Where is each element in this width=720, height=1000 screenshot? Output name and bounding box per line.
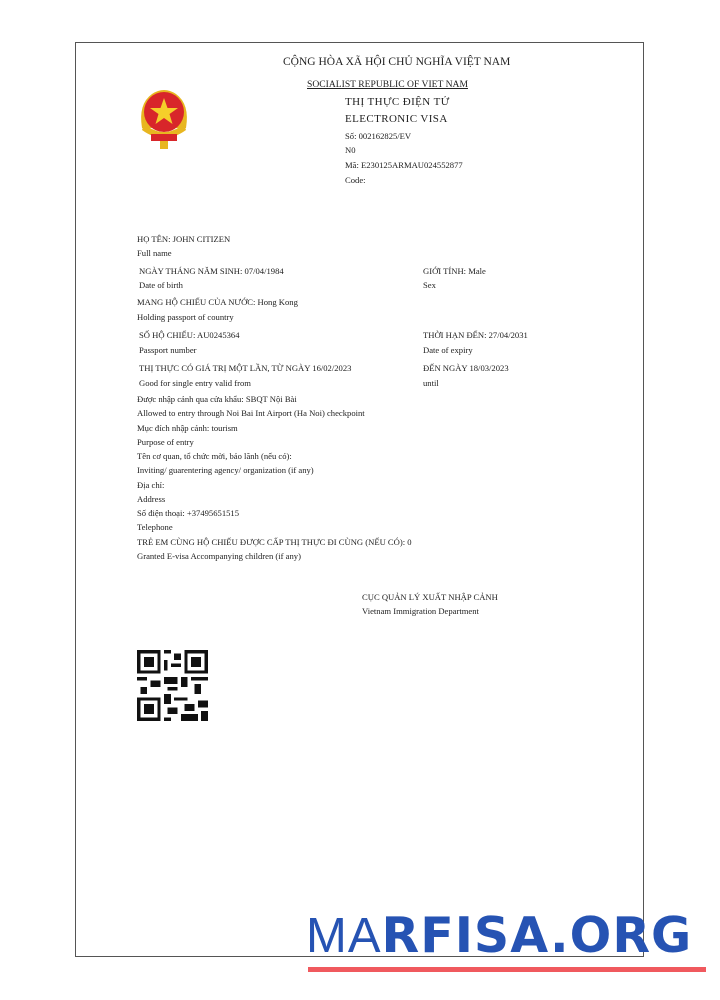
passport-number: SỐ HỘ CHIẾU: AU0245364 [139,330,240,340]
accompanying-children-label: Granted E-visa Accompanying children (if any) [137,551,301,561]
accompanying-children: TRẺ EM CÙNG HỘ CHIẾU ĐƯỢC CẤP THỊ THỰC ĐI CÙNG (NẾU CÓ): 0 [137,537,412,547]
passport-country: MANG HỘ CHIẾU CỦA NƯỚC: Hong Kong [137,297,298,307]
full-name-label: Full name [137,248,172,258]
watermark-part-2: RFISA.ORG [381,907,693,964]
passport-expiry-label: Date of expiry [423,345,473,355]
qr-code-icon [136,650,209,721]
marfisa-watermark [306,906,692,966]
telephone-label: Telephone [137,522,173,532]
visa-number: Số: 002162825/EV [345,131,412,141]
valid-until-label: until [423,378,439,388]
visa-code-label-en: Code: [345,175,366,185]
address: Địa chỉ: [137,480,165,490]
sex-label: Sex [423,280,436,290]
issuing-authority-en: Vietnam Immigration Department [362,606,479,616]
telephone: Số điện thoại: +37495651515 [137,508,240,518]
entry-checkpoint-label: Allowed to entry through Noi Bai Int Airport (Ha Noi) checkpoint [137,408,365,418]
passport-number-label: Passport number [139,345,197,355]
issuing-authority: CỤC QUẢN LÝ XUẤT NHẬP CẢNH [362,592,498,602]
purpose: Mục đích nhập cảnh: tourism [137,423,238,433]
sex: GIỚI TÍNH: Male [423,266,486,276]
date-of-birth-label: Date of birth [139,280,183,290]
country-name-vi: CỘNG HÒA XÃ HỘI CHỦ NGHĨA VIỆT NAM [283,56,511,68]
full-name: HỌ TÊN: JOHN CITIZEN [137,234,231,244]
entry-checkpoint: Được nhập cảnh qua cửa khẩu: SBQT Nội Bài [137,394,297,404]
visa-title-en: ELECTRONIC VISA [345,113,448,125]
visa-code: Mã: E230125ARMAU024552877 [345,160,463,170]
visa-number-label-en: N0 [345,145,356,155]
passport-country-label: Holding passport of country [137,312,234,322]
agency: Tên cơ quan, tổ chức mời, bảo lãnh (nếu có): [137,451,292,461]
watermark-underline [308,967,706,972]
purpose-label: Purpose of entry [137,437,194,447]
national-emblem-icon [136,84,192,150]
valid-until: ĐẾN NGÀY 18/03/2023 [423,363,509,373]
watermark-part-1: MA [306,909,382,963]
agency-label: Inviting/ guarentering agency/ organization (if any) [137,465,314,475]
valid-from: THỊ THỰC CÓ GIÁ TRỊ MỘT LẦN, TỪ NGÀY 16/02/2023 [139,363,352,373]
address-label: Address [137,494,166,504]
visa-title-vi: THỊ THỰC ĐIỆN TỬ [345,96,450,108]
date-of-birth: NGÀY THÁNG NĂM SINH: 07/04/1984 [139,266,284,276]
valid-from-label: Good for single entry valid from [139,378,251,388]
country-name-en: SOCIALIST REPUBLIC OF VIET NAM [307,79,468,90]
passport-expiry: THỜI HẠN ĐẾN: 27/04/2031 [423,330,528,340]
